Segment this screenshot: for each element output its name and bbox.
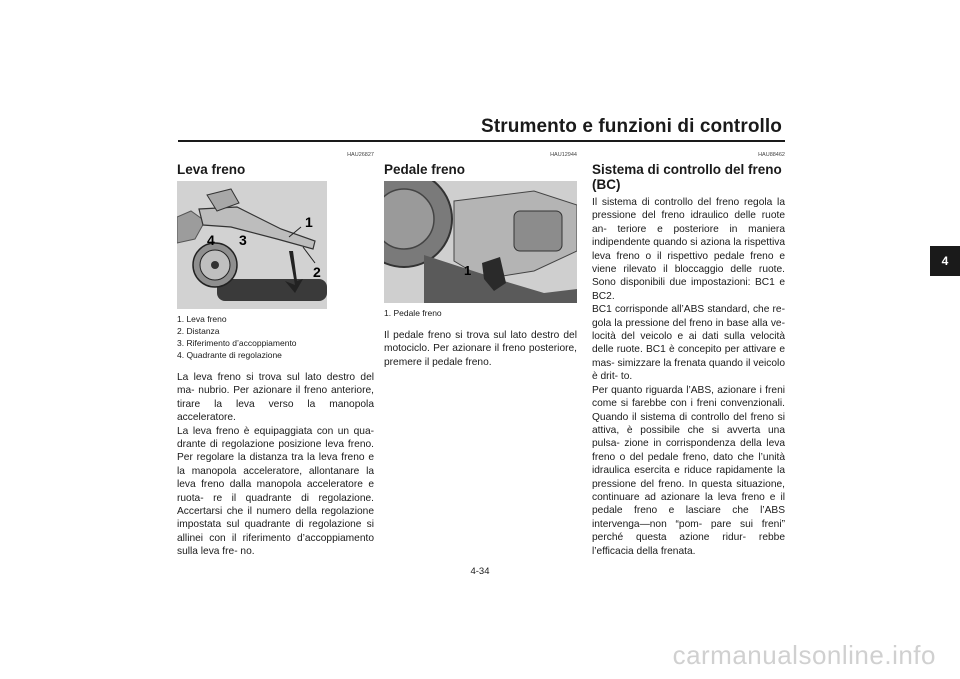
figure-label-2: 2: [313, 264, 321, 280]
section-code: HAU12944: [550, 152, 577, 158]
section-title: Sistema di controllo del freno (BC): [592, 162, 782, 192]
brake-pedal-figure: [384, 181, 577, 303]
brake-pedal-section: [384, 152, 577, 369]
body-paragraph: Il sistema di controllo del freno regola la pressione del freno idraulico delle ruote an- teriore e posteriore in maniera indipendente quando si aziona la rispettiva leva freno o il rispettivo pedale freno e viene rilevato il bloccaggio delle ruote. Sono disponibili due impostazioni: BC1 e BC2.: [592, 197, 785, 302]
section-title: Pedale freno: [384, 162, 466, 177]
page-number: 4-34: [470, 566, 490, 577]
body-paragraph: Per quanto riguarda l’ABS, azionare i freni come si farebbe con i freni convenzionali. Quando il sistema di controllo del freno si attiva, è possibile che si avverta una pulsa- zione in corrispondenza della leva freno o del pedale freno, dato che l’unità idraulica esercita e riduce rapidamente la pressione del freno. In questa situazione, continuare ad azionare la leva freno e il pedale freno e lasciare che l’ABS intervenga—non “pom- pare sui freni” perché questa azione ridur- rebbe l’efficacia della frenata.: [592, 384, 785, 557]
section-code: HAU26827: [347, 152, 374, 158]
figure-caption-list: [177, 313, 374, 361]
watermark: carmanualsonline.info: [672, 640, 936, 670]
caption-item: 4. Quadrante di regolazione: [177, 350, 282, 360]
figure-caption-list: [384, 307, 577, 319]
section-code: HAU88462: [758, 152, 785, 158]
body-paragraph: BC1 corrisponde all’ABS standard, che re- gola la pressione del freno in base alla ve- locità del veicolo e ai dati sulla velocità delle ruote. BC1 è concepito per attivare e mas- simizzare la frenata quando il veicolo è drit- to.: [592, 304, 785, 383]
caption-item: 2. Distanza: [177, 326, 220, 336]
section-body: [177, 371, 374, 559]
page-title: Strumento e funzioni di controllo: [481, 116, 782, 137]
figure-label-3: 3: [239, 232, 247, 248]
caption-item: 3. Riferimento d’accoppiamento: [177, 338, 297, 348]
brake-lever-section: [177, 152, 374, 559]
section-body: [592, 196, 785, 558]
figure-label-1: 1: [464, 263, 472, 278]
caption-item: 1. Leva freno: [177, 314, 227, 324]
section-body: [384, 329, 577, 369]
chapter-tab: 4: [930, 246, 960, 276]
figure-label-4: 4: [207, 232, 215, 248]
section-title: Leva freno: [177, 162, 246, 177]
body-paragraph: La leva freno si trova sul lato destro del ma- nubrio. Per azionare il freno anteriore, tirare la leva verso la manopola acceleratore.: [177, 372, 374, 424]
brake-control-section: [592, 152, 785, 558]
body-paragraph: La leva freno è equipaggiata con un qua- drante di regolazione posizione leva freno. Per regolare la distanza tra la leva freno e la manopola acceleratore, allontanare la leva freno dalla manopola acceleratore e ruota- re il quadrante di regolazione. Accertarsi che il numero della regolazione impostata sul quadrante di regolazione si allinei con il riferimento d’accoppiamento sulla leva fre- no.: [177, 425, 374, 558]
figure-label-1: 1: [305, 214, 313, 230]
caption-item: 1. Pedale freno: [384, 308, 442, 318]
brake-lever-figure: [177, 181, 327, 309]
header-rule: [178, 140, 785, 142]
body-paragraph: Il pedale freno si trova sul lato destro del motociclo. Per azionare il freno posteriore, premere il pedale freno.: [384, 330, 577, 368]
